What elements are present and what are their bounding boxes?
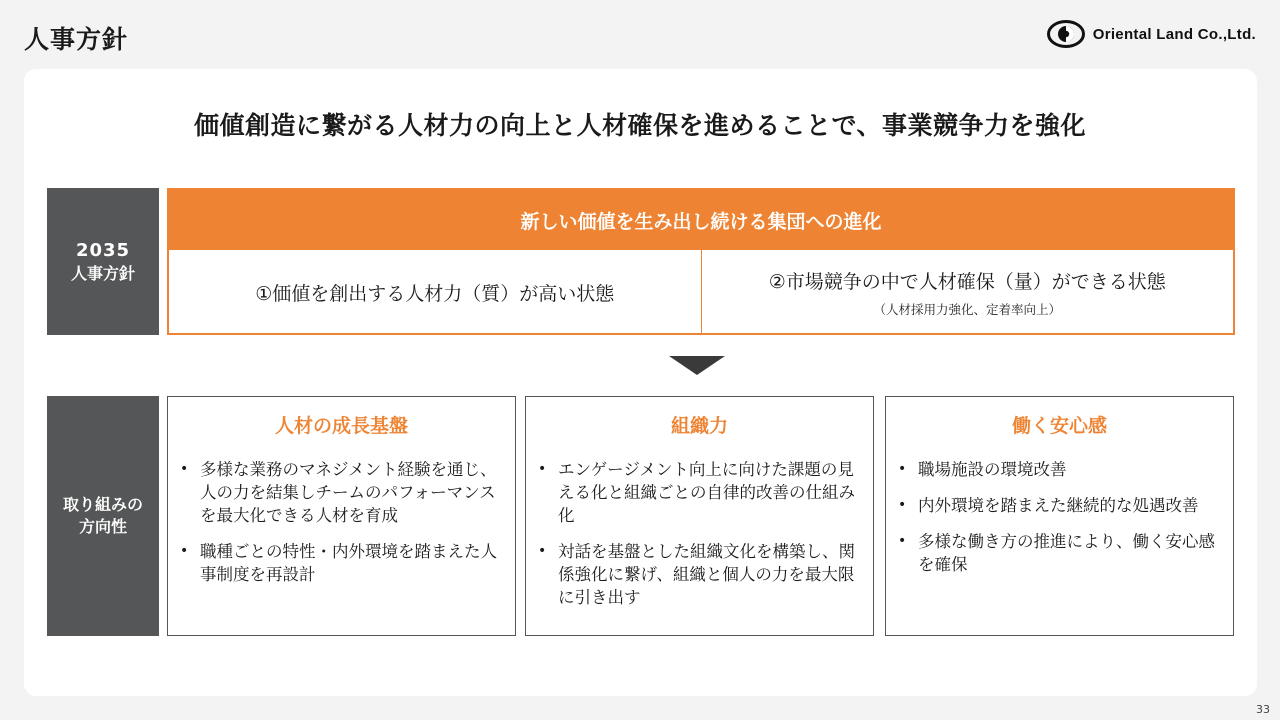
policy-banner: 新しい価値を生み出し続ける集団への進化	[169, 190, 1233, 250]
pillar-organization	[525, 396, 874, 636]
state-quantity-text: ②市場競争の中で人材確保（量）ができる状態	[768, 271, 1166, 293]
pillar-list	[896, 458, 1217, 576]
list-item: • 内外環境を踏まえた継続的な処遇改善	[896, 494, 1217, 517]
pillar-list	[536, 458, 857, 609]
company-name: Oriental Land Co.,Ltd.	[1092, 25, 1256, 43]
page-number: 33	[1256, 703, 1270, 716]
policy-year: 2035	[75, 239, 131, 261]
policy-label-text: 人事方針	[70, 263, 135, 283]
down-arrow-icon	[669, 356, 725, 375]
policy-states	[169, 250, 1233, 335]
state-quantity	[701, 250, 1234, 335]
state-quality-text: ①価値を創出する人材力（質）が高い状態	[255, 283, 615, 305]
oriental-land-mark-icon	[1047, 20, 1085, 48]
approach-label	[47, 396, 159, 636]
state-quantity-note: （人材採用力強化、定着率向上）	[873, 302, 1061, 317]
policy-label	[47, 188, 159, 335]
approach-label-line2: 方向性	[78, 517, 127, 536]
pillar-title: 働く安心感	[1011, 415, 1107, 437]
list-item: • 多様な業務のマネジメント経験を通じ、人の力を結集しチームのパフォーマンスを最大化できる人材を育成	[178, 458, 499, 527]
company-logo	[1047, 20, 1256, 48]
pillar-list	[178, 458, 499, 586]
list-item: • 職種ごとの特性・内外環境を踏まえた人事制度を再設計	[178, 540, 499, 586]
page-title: 人事方針	[24, 25, 129, 54]
headline: 価値創造に繋がる人材力の向上と人材確保を進めることで、事業競争力を強化	[193, 111, 1086, 140]
approach-label-line1: 取り組みの	[62, 495, 143, 515]
pillar-title: 組織力	[670, 415, 728, 437]
list-item: • 対話を基盤とした組織文化を構築し、関係強化に繋げ、組織と個人の力を最大限に引き出す	[536, 540, 857, 609]
pillar-title: 人材の成長基盤	[274, 415, 408, 437]
pillar-growth	[167, 396, 516, 636]
list-item: • エンゲージメント向上に向けた課題の見える化と組織ごとの自律的改善の仕組み化	[536, 458, 857, 527]
list-item: • 多様な働き方の推進により、働く安心感を確保	[896, 530, 1217, 576]
pillar-security	[885, 396, 1234, 636]
list-item: • 職場施設の環境改善	[896, 458, 1217, 481]
state-quality	[169, 250, 701, 335]
policy-box	[167, 188, 1235, 335]
